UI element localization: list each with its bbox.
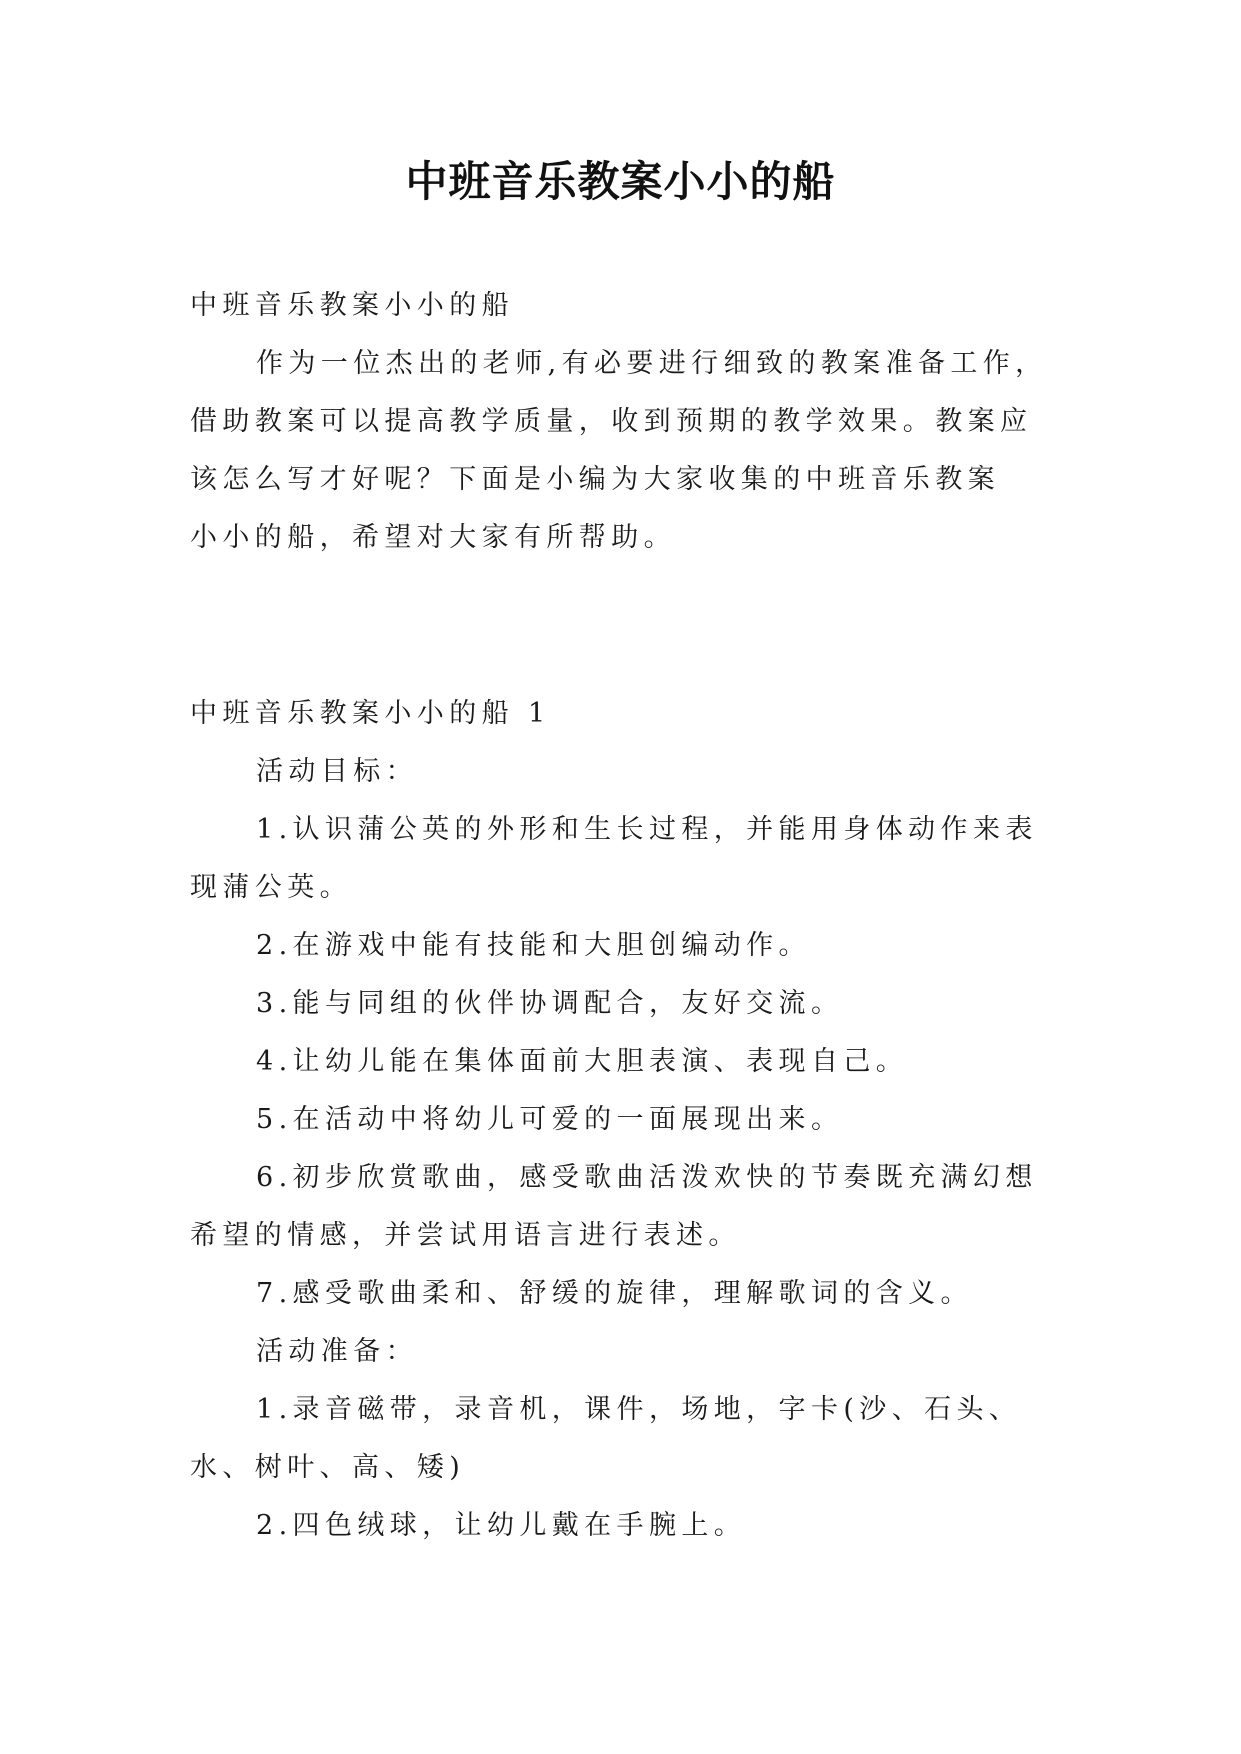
goal-item: 7.感受歌曲柔和、舒缓的旋律，理解歌词的含义。 (256, 1278, 973, 1309)
goal-item: 5.在活动中将幼儿可爱的一面展现出来。 (256, 1104, 844, 1135)
intro-paragraph-line: 作为一位杰出的老师,有必要进行细致的教案准备工作， (256, 348, 1048, 379)
goals-heading: 活动目标： (256, 756, 418, 787)
intro-paragraph-line: 该怎么写才好呢？下面是小编为大家收集的中班音乐教案 (190, 464, 1000, 495)
prep-item: 1.录音磁带，录音机，课件，场地，字卡(沙、石头、 (256, 1394, 1022, 1425)
goal-item: 4.让幼儿能在集体面前大胆表演、表现自己。 (256, 1046, 909, 1077)
goal-item: 2.在游戏中能有技能和大胆创编动作。 (256, 930, 811, 961)
intro-heading: 中班音乐教案小小的船 (190, 290, 514, 321)
goal-item-continuation: 希望的情感，并尝试用语言进行表述。 (190, 1220, 741, 1251)
intro-paragraph-line: 借助教案可以提高教学质量，收到预期的教学效果。教案应 (190, 406, 1033, 437)
goal-item-continuation: 现蒲公英。 (190, 872, 352, 903)
goal-item: 3.能与同组的伙伴协调配合，友好交流。 (256, 988, 844, 1019)
section-spacer (190, 578, 1056, 696)
prep-heading: 活动准备： (256, 1336, 418, 1367)
prep-item-continuation: 水、树叶、高、矮) (190, 1452, 466, 1483)
prep-item: 2.四色绒球，让幼儿戴在手腕上。 (256, 1510, 747, 1541)
section-heading: 中班音乐教案小小的船 1 (190, 698, 551, 729)
intro-paragraph-line: 小小的船，希望对大家有所帮助。 (190, 522, 676, 553)
document-title: 中班音乐教案小小的船 (405, 157, 836, 206)
goal-item: 6.初步欣赏歌曲，感受歌曲活泼欢快的节奏既充满幻想 (256, 1162, 1038, 1193)
goal-item: 1.认识蒲公英的外形和生长过程，并能用身体动作来表 (256, 814, 1038, 845)
document-body (190, 288, 1056, 1566)
